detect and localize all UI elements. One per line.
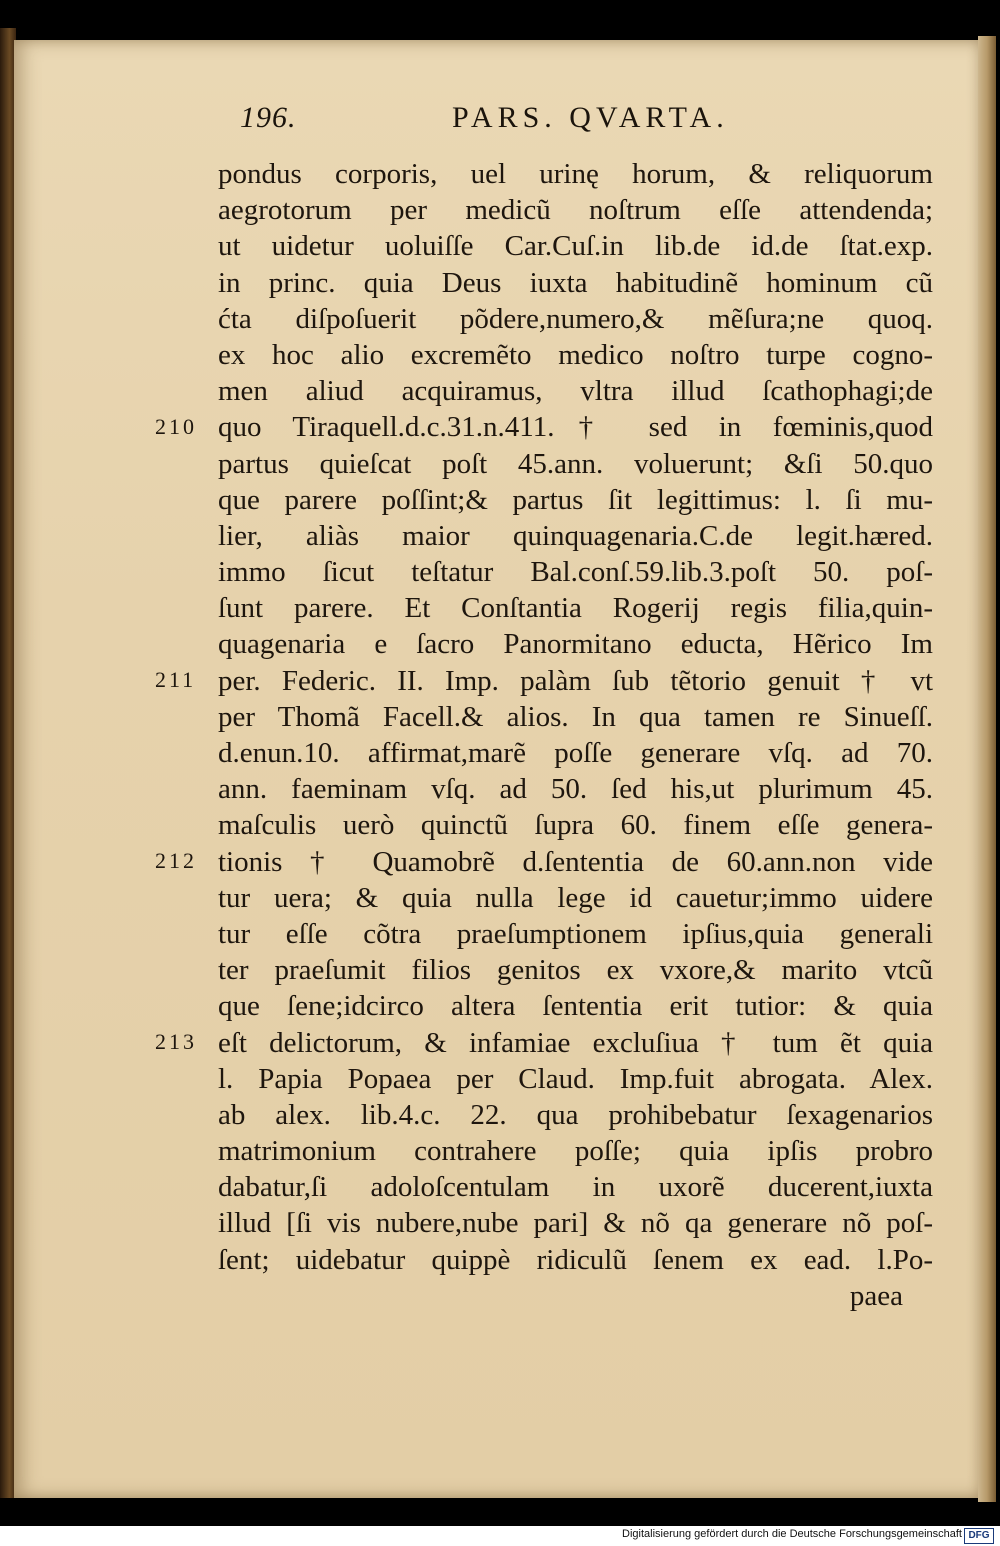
text-line: aegrotorum per medicũ noſtrum eſſe attendenda; (218, 194, 933, 227)
text-line: ſent; uidebatur quippè ridiculũ ſenem ex ead. l.Po- (218, 1243, 933, 1276)
text-line: men aliud acquiramus, vltra illud ſcathophagi;de (218, 375, 933, 408)
text-line: ann. faeminam vſq. ad 50. ſed his,ut plurimum 45. (218, 773, 933, 806)
text-line: matrimonium contrahere poſſe; quia ipſis probro (218, 1135, 933, 1168)
text-line: in princ. quia Deus iuxta habitudinẽ hominum cũ (218, 266, 933, 299)
footer-credit: Digitalisierung gefördert durch die Deutsche Forschungsgemeinschaft (622, 1528, 962, 1540)
text-line: tur uera; & quia nulla lege id cauetur;immo uidere (218, 881, 933, 914)
text-line: ex hoc alio excremẽto medico noſtro turpe cogno- (218, 338, 933, 371)
dfg-logo-icon: DFG (964, 1528, 994, 1544)
running-head: PARS. QVARTA. (452, 101, 729, 134)
text-line: ter praeſumit filios genitos ex vxore,& marito vtcũ (218, 954, 933, 987)
margin-number-212: 212 (155, 848, 197, 873)
text-line: ab alex. lib.4.c. 22. qua prohibebatur ſexagenarios (218, 1098, 933, 1131)
page-edge (978, 36, 996, 1502)
text-line: per. Federic. II. Imp. palàm ſub tẽtorio genuit † vt (218, 664, 933, 697)
text-line: partus quieſcat poſt 45.ann. voluerunt; &ſi 50.quo (218, 447, 933, 480)
margin-number-211: 211 (155, 667, 197, 692)
text-line: per Thomã Facell.& alios. In qua tamen re Sinueſſ. (218, 700, 933, 733)
text-line: dabatur,ſi adoloſcentulam in uxorẽ ducerent,iuxta (218, 1171, 933, 1204)
margin-number-213: 213 (155, 1029, 197, 1054)
catchword: paea (849, 1279, 903, 1312)
text-line: eſt delictorum, & infamiae excluſiua † tum ẽt quia (218, 1026, 933, 1059)
text-line: que parere poſſint;& partus ſit legittimus: l. ſi mu- (218, 483, 933, 516)
text-line: que ſene;idcirco altera ſententia erit tutior: & quia (218, 990, 933, 1023)
text-line: d.enun.10. affirmat,marẽ poſſe generare vſq. ad 70. (218, 737, 933, 769)
text-line: quo Tiraquell.d.c.31.n.411.† sed in fœminis,quod (218, 411, 933, 444)
margin-number-210: 210 (155, 414, 197, 439)
page-number: 196. (240, 101, 297, 134)
text-line: immo ſicut teſtatur Bal.conſ.59.lib.3.poſt 50. poſ- (218, 556, 933, 589)
text-line: maſculis uerò quinctũ ſupra 60. finem eſſe genera- (218, 809, 933, 842)
text-line: ćta diſpoſuerit põdere,numero,& mẽſura;ne quoq. (218, 302, 933, 335)
text-line: tionis † Quamobrẽ d.ſententia de 60.ann.non vide (218, 845, 933, 878)
text-line: l. Papia Popaea per Claud. Imp.fuit abrogata. Alex. (218, 1062, 933, 1095)
text-line: tur eſſe cõtra praeſumptionem ipſius,quia generali (218, 917, 933, 950)
text-line: quagenaria e ſacro Panormitano educta, Hẽrico Im (218, 628, 933, 661)
text-line: ut uidetur uoluiſſe Car.Cuſ.in lib.de id.de ſtat.exp. (218, 230, 933, 263)
text-line: illud [ſi vis nubere,nube pari] & nõ qa generare nõ poſ- (218, 1207, 933, 1240)
text-line: ſunt parere. Et Conſtantia Rogerij regis filia,quin- (218, 592, 933, 625)
page-header (0, 101, 1000, 141)
text-line: pondus corporis, uel urinę horum, & reliquorum (218, 158, 933, 190)
footer-bar (0, 1526, 1000, 1546)
text-line: lier, aliàs maior quinquagenaria.C.de legit.hæred. (218, 519, 933, 552)
body-text (218, 156, 933, 1314)
